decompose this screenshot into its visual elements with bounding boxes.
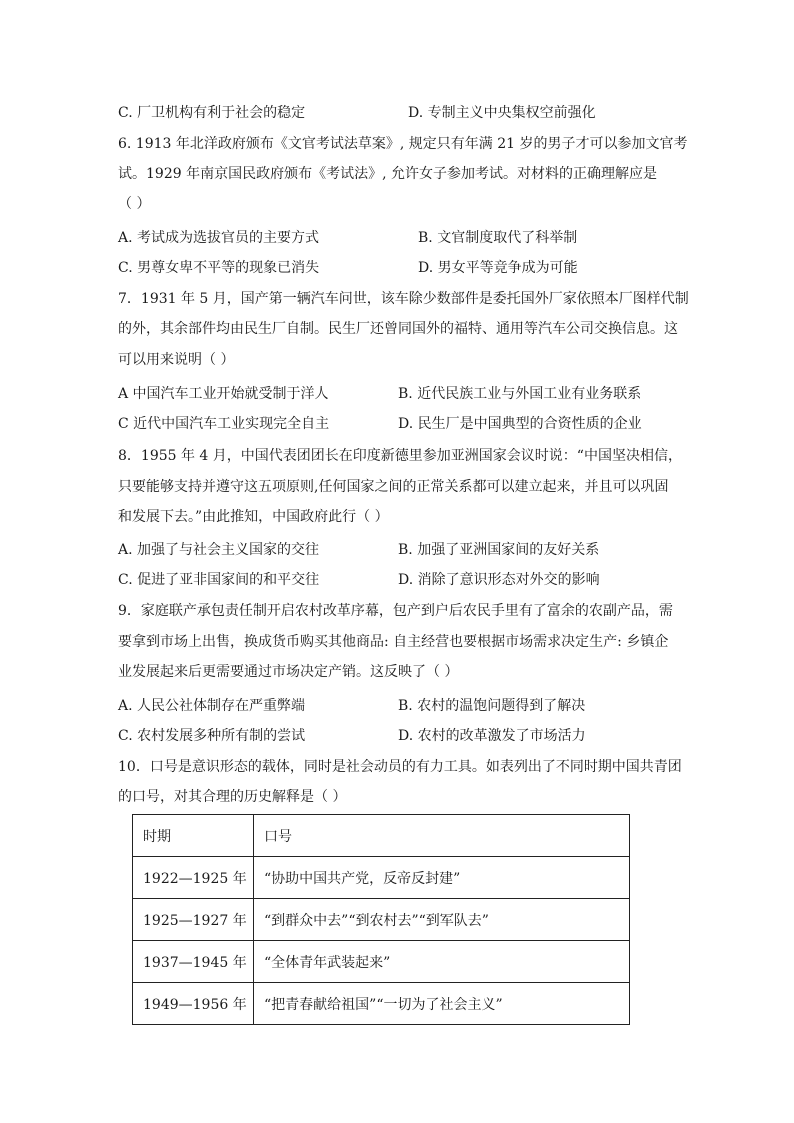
period-cell: 1949—1956 年	[133, 983, 254, 1025]
slogan-cell: “协助中国共产党，反帝反封建”	[254, 857, 630, 899]
table-row	[133, 857, 630, 899]
q10-stem-line-2: 的口号，对其合理的历史解释是（ ）	[118, 789, 347, 805]
q8-option-b: B. 加强了亚洲国家间的友好关系	[398, 542, 600, 558]
slogan-cell: “全体青年武装起来”	[254, 941, 630, 983]
q6-option-d: D. 男女平等竞争成为可能	[418, 260, 578, 276]
q7-option-c: C 近代中国汽车工业实现完全自主	[118, 416, 330, 432]
q8-stem-line-1: 8．1955 年 4 月，中国代表团团长在印度新德里参加亚洲国家会议时说：“中国坚决相信，	[118, 448, 682, 464]
q6-stem-line-2: 试。1929 年南京国民政府颁布《考试法》, 允许女子参加考试。对材料的正确理解应是	[118, 166, 657, 182]
q6-option-a: A. 考试成为选拔官员的主要方式	[118, 230, 320, 246]
period-cell: 1937—1945 年	[133, 941, 254, 983]
q7-option-b: B. 近代民族工业与外国工业有业务联系	[398, 386, 642, 402]
header-period: 时期	[133, 815, 254, 857]
q9-option-d: D. 农村的改革激发了市场活力	[398, 728, 586, 744]
q6-option-c: C. 男尊女卑不平等的现象已消失	[118, 260, 320, 276]
q9-stem-line-1: 9．家庭联产承包责任制开启农村改革序幕，包产到户后农民手里有了富余的农副产品，需	[118, 603, 673, 619]
period-cell: 1925—1927 年	[133, 899, 254, 941]
q10-stem-line-1: 10．口号是意识形态的载体，同时是社会动员的有力工具。如表列出了不同时期中国共青团	[118, 759, 682, 775]
q9-stem-line-2: 要拿到市场上出售，换成货币购买其他商品: 自主经营也要根据市场需求决定生产: 乡镇企	[118, 634, 669, 650]
q7-option-d: D. 民生厂是中国典型的合资性质的企业	[398, 416, 642, 432]
slogan-cell: “到群众中去”“到农村去”“到军队去”	[254, 899, 630, 941]
q5-option-c: C. 厂卫机构有利于社会的稳定	[118, 105, 306, 121]
q9-stem-line-3: 业发展起来后更需要通过市场决定产销。这反映了（ ）	[118, 664, 459, 680]
table-row	[133, 899, 630, 941]
q9-option-a: A. 人民公社体制存在严重弊端	[118, 698, 306, 714]
q6-stem-line-1: 6. 1913 年北洋政府颁布《文官考试法草案》, 规定只有年满 21 岁的男子才可以参加文官考	[118, 136, 688, 152]
table-header-row	[133, 815, 630, 857]
q6-stem-line-3: （ ）	[118, 196, 151, 212]
slogan-cell: “把青春献给祖国”“一切为了社会主义”	[254, 983, 630, 1025]
q7-stem-line-1: 7．1931 年 5 月，国产第一辆汽车问世，该车除少数部件是委托国外厂家依照本厂图样代制	[118, 291, 689, 307]
header-slogan: 口号	[254, 815, 630, 857]
q9-option-c: C. 农村发展多种所有制的尝试	[118, 728, 306, 744]
period-cell: 1922—1925 年	[133, 857, 254, 899]
table-row	[133, 983, 630, 1025]
q8-option-d: D. 消除了意识形态对外交的影响	[398, 572, 600, 588]
table-row	[133, 941, 630, 983]
q5-option-d: D. 专制主义中央集权空前强化	[408, 105, 596, 121]
q7-stem-line-2: 的外，其余部件均由民生厂自制。民生厂还曾同国外的福特、通用等汽车公司交换信息。这	[118, 321, 678, 337]
q7-option-a: A 中国汽车工业开始就受制于洋人	[118, 386, 329, 402]
q8-stem-line-3: 和发展下去。”由此推知，中国政府此行（ ）	[118, 509, 389, 525]
q8-option-c: C. 促进了亚非国家间的和平交往	[118, 572, 320, 588]
q8-stem-line-2: 只要能够支持并遵守这五项原则,任何国家之间的正常关系都可以建立起来，并且可以巩固	[118, 479, 669, 495]
q6-option-b: B. 文官制度取代了科举制	[418, 230, 578, 246]
q7-stem-line-3: 可以用来说明（ ）	[118, 352, 235, 368]
q9-option-b: B. 农村的温饱问题得到了解决	[398, 698, 586, 714]
q8-option-a: A. 加强了与社会主义国家的交往	[118, 542, 320, 558]
slogan-table	[132, 814, 630, 1025]
